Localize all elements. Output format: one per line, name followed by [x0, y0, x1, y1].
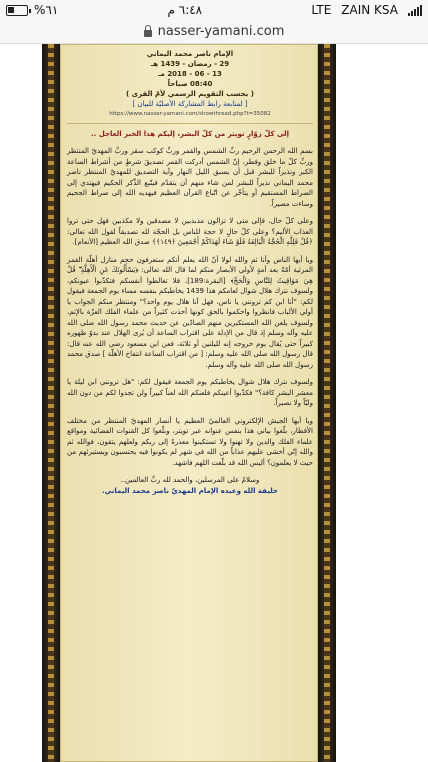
decorative-border-right [318, 44, 336, 762]
carrier-name: ZAIN KSA [341, 3, 398, 17]
paragraph-2: وعلى كلّ حال، فإلى متى لا تزالون مذبذبين لا مصدقين ولا مكذبين فهل حتى تروا العذاب الأليم؟ وعلى كلّ حالٍ لا حجة للناس بل الحجّة لله تصديقاً لقول الله تعالى: ﴿قُلْ فَلِلَّهِ الْحُجَّةُ الْبَالِغَةُ فَلَوْ شَاءَ لَهَدَاكُمْ أَجْمَعِينَ ﴿١٤٩﴾﴾ صدق الله العظيم [الأنعام]. [67, 217, 313, 246]
hijri-date: 29 - رمضان - 1439 هـ [150, 60, 230, 68]
status-left [6, 3, 58, 17]
closing-line-1: وسلامٌ على المرسلين، والحمد لله ربِّ العالمين.. [120, 476, 260, 484]
battery-level: %٦١ [34, 3, 59, 17]
decorative-border-left [42, 44, 60, 762]
post-time: 08:40 صباحاً [167, 80, 213, 88]
url-text[interactable]: nasser-yamani.com [157, 24, 285, 39]
divider [67, 123, 313, 124]
network-type: LTE [311, 3, 332, 17]
paragraph-3: ويا أيها الناس وأنا ثم والله لولا أنّ الله يعلم أنكم ستعرفون حجم منازل أهلّة القمر المرئية أمّةً بعد أمةٍ لأولي الأبصار منكم لما قال الله تعالى: ﴿يَسْأَلُونَكَ عَنِ الْأَهِلَّةِ ۖ قُلْ هِيَ مَوَاقِيتُ لِلنَّاسِ وَالْحَجِّ﴾ [البقرة:189]، فلا تغالطوا أنفسكم فتكذّبوا عيونكم، ولسوف نترك هلال شوال لعامكم هذا 1439 يخاطبكم بنفسه مساء يوم الجمعة فيقول لكم: "أنا ابن كم ترونني يا ناس، فهل أنا هلال يوم واحد؟" ومنتظر منكم الجواب يا أولي الألباب فانظروا واحكموا بالحق كونها أخذت كثيراً من علماء الفلك العزّة بالإثم، ولسوف يلعن الله المستكبرين منهم الصادّين عن حديث محمد رسول الله صلى الله عليه وآله وسلم إذ قال من الإدلة على اقتراب الساعة أن يُرى الهلال عند بدوّ ظهوره كبيراً حتى يُقال يوم خروجه إنه لليلتين أو ثلاثة، فعن ابن مسعود رضي الله عنه قال: قال رسول الله صلى الله عليه وسلم: [ من اقتراب الساعة انتفاخ الأهلّة ] صدق محمد رسول الله صلى الله عليه وآله وسلم. [67, 255, 313, 369]
paragraph-1: بسم الله الرحمن الرحيم ربِّ الشمس والقمر وربِّ كوكب سقر وربِّ المهديّ المنتظر وربِّ كلّ ما خلق وفطر، إنّ الشمس أدركت القمر تصديقَ شرطٍ من أشراط الساعة الكبر ونذيراً للبشر قبل أن يسبق الليل النهار وآية التصديق للمهديّ المنتظر ناصر محمد اليماني نذيراً للبشر لمن شاء منهم أن يتقدّم فيتّبع الذِّكر الحكيم فيهتدي إلى الصراط المستقيم أو يتأخّر عن اتّباع القرآن العظيم فيهديه الله إلى صراط الجحيم وساءت مصيراً. [67, 147, 313, 208]
battery-icon [6, 5, 28, 16]
status-bar [0, 0, 428, 20]
clock: ٦:٤٨ م [167, 3, 203, 17]
lock-icon [144, 30, 152, 37]
address-bar[interactable] [0, 20, 428, 44]
paragraph-4: ولسوف نترك هلال شوال يخاطبكم يوم الجمعة فيقول لكم: "هل ترونني ابن ليلة يا معشر البشر كافة؟" فكذّبوا أعينكم فلعنكم الله لعناً كبيراً ولن تجدوا لكم من دون الله وليّاً ولا نصيراً. [67, 378, 313, 407]
author-name: الإمام ناصر محمد اليماني [146, 50, 234, 58]
web-content[interactable] [0, 44, 428, 762]
parchment-panel [60, 44, 318, 762]
paragraph-5: ويا أيها الجيش الإلكتروني العالميّ العظيم يا أنصار المهديّ المنتظر من مختلف الأقطار، بلّغوا بياني هذا بنفس عنوانه عبر تويتر، وبلّغوا كل القنوات الفضائية ومواقع علماء الفلك والدين ولا تهنوا ولا تستكينوا معذرةً إلى ربكم ولعلهم يتقون، فوالله ثم والله إنّي أخشى عليهم عذاباً من الله في شهر لم يكونوا فيه يحتسبون ويستبرئهم من حيث لا يعلمون؟ أليس الله قد بلّغت اللهم فاشهد. [67, 416, 313, 467]
original-post-link-label[interactable]: [ لمتابعة رابط المشاركة الأصليّة للبيان ] [132, 100, 248, 108]
gregorian-date: 13 - 06 - 2018 مـ [158, 70, 222, 78]
closing [67, 475, 313, 496]
article [67, 45, 313, 496]
article-header [67, 45, 313, 119]
article-intro: إلى كلّ زوّارٍ تويتر من كلّ البشر، إليكم هذا الخبر العاجل .. [90, 130, 290, 138]
calendar-note: ( بحسب التقويم الرسمي لأمّ القرى ) [126, 90, 254, 98]
closing-signature: خليفة الله وعبده الإمام المهديّ ناصر محمد اليماني. [102, 486, 278, 495]
status-right [311, 3, 422, 17]
signal-icon [408, 5, 422, 16]
original-post-url[interactable]: https://www.nasser-yamani.com/showthread.php?t=35082 [109, 111, 271, 117]
